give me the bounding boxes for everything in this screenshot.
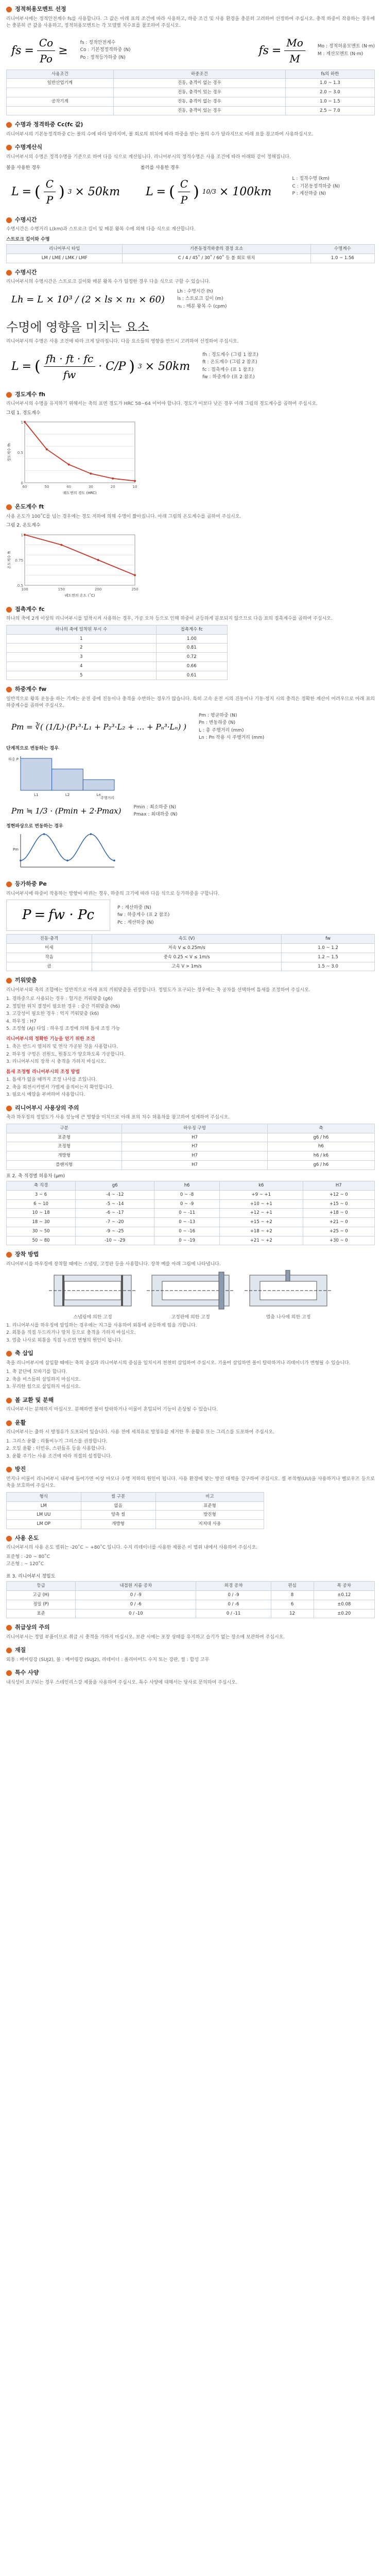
table-row: LM OP 개방형 지지대 사용	[7, 1520, 264, 1529]
hardness-chart	[6, 418, 140, 495]
temperature-chart	[6, 531, 140, 598]
data-point	[113, 860, 115, 862]
formula-mean-load: Pm = ∛( (1/L)·(P₁³·L₁ + P₂³·L₂ + … + Pₙ³·Lₙ) )	[11, 722, 186, 732]
section-temperature: 온도계수 ft 사용 온도가 100˚C를 넘는 경우에는 경도 저하에 의해 수명이 짧아집니다. 아래 그림의 온도계수를 곱하여 주십시오. 그림 2. 온도계수 100 150 200 250 0.5 0.75 1 궤도면의 온도 (˚C) 온도계수 ft	[6, 503, 241, 598]
bullet-icon	[6, 504, 12, 510]
plot-area	[25, 422, 135, 483]
x-tick-label: 50	[44, 485, 49, 489]
y-axis-label: 경도계수 fh	[7, 443, 11, 462]
bullet-icon	[6, 270, 12, 276]
x-axis-label: 궤도면의 경도 (HRC)	[63, 491, 97, 496]
table-row: 조정형 H7 h6	[7, 1142, 375, 1151]
table-row: LM 없음 표준형	[7, 1501, 264, 1511]
section-accuracy: 리니어부시 사용상의 주의 축과 하우징의 정밀도가 사용 성능에 큰 영향을 미치므로 아래 표의 치수 허용차를 참고하여 설계하여 주십시오. 구분 하우징 구멍 축 표준형 H7 g6 / h6 조정형 H7 h6 개방형 H7 h6 / k6 플랜지형 H7 g6 / h6 표 2. 축 직경별 허용차 (μm) 축 직경 g6 h6 k6 H7 3 ~ 6 -4 ~ -12 0 ~ -8 +9 ~ +1 +12 ~ 0 6 ~ 10 -5 ~ -14 0 ~ -9 +10 ~ +1 +15 ~ 0 10 ~ 18 -6 ~ -17 0 ~ -11 +12 ~ +1 +18 ~ 0 18 ~ 30 -7 ~ -20 0 ~ -13 +15 ~ +2 +21 ~ 0 30 ~ 50 -9 ~ -25 0 ~ -16 +18 ~ +2 +25 ~ 0 50 ~ 80 -10 ~ -29 0 ~ -19 +21 ~ +2 +30 ~ 0	[6, 1104, 375, 1246]
bullet-icon	[6, 607, 12, 613]
section-material: 재질 외통 : 베어링강 (SUJ2), 볼 : 베어링강 (SUJ2), 리테이너 : 폴리아미드 수지 또는 강판, 씰 : 합성 고무	[6, 1647, 210, 1663]
data-point	[112, 478, 114, 480]
page-title: 수명에 영향을 미치는 요소	[6, 320, 149, 335]
table-row: 30 ~ 50 -9 ~ -25 0 ~ -16 +18 ~ +2 +25 ~ 0	[7, 1227, 375, 1236]
bullet-icon	[6, 122, 12, 128]
section-mounting: 장착 방법 리니어부시를 하우징에 장착할 때에는 스냅링, 고정판 등을 사용합니다. 장착 예를 아래 그림에 나타냅니다. 스냅링에 의한 고정 고정판에 의한 고정 멈춤 나사에 의한 고정 1. 리니어부시를 하우징에 압입하는 경우에는 지그를 사용하여 외통에 균등하게 힘을 가합니다. 2. 외통을 직접 두드리거나 망치 등으로 충격을 가하지 마십시오. 3. 멈춤 나사로 외통을 직접 누르면 변형의 원인이 됩니다.	[6, 1250, 375, 1344]
x-tick-label: 10	[132, 485, 137, 489]
x-tick-label: L1	[34, 793, 39, 798]
formula-legend-2: Pmin : 최소하중 (N) Pmax : 최대하중 (N)	[133, 804, 178, 817]
bullet-icon	[6, 1106, 12, 1111]
data-point	[24, 534, 26, 536]
mount-figure-2: 고정판에 의한 고정	[147, 1270, 234, 1322]
table-row: 2 0.81	[7, 643, 228, 653]
table-row: 표준형 H7 g6 / h6	[7, 1133, 375, 1142]
safety-factor-table: 사용조건 하중조건 fs의 하한 일반산업기계 진동, 충격이 없는 경우 1.0 ~ 1.3 진동, 충격이 있는 경우 2.0 ~ 3.0 공작기계 진동, 충격이 없는 경우 1.0 ~ 1.5 진동, 충격이 있는 경우 2.5 ~ 7.0	[6, 70, 375, 116]
bushing-diagram-icon	[245, 1270, 332, 1311]
bullet-icon	[6, 1670, 12, 1676]
step-bar	[21, 758, 52, 790]
seal-table: 형식 씰 구분 비고 LM 없음 표준형 LM UU 양측 씰 방진형 LM OP 개방형 지지대 사용	[6, 1492, 264, 1529]
data-point	[134, 480, 136, 482]
bullet-icon	[6, 1625, 12, 1631]
table-row: 50 ~ 80 -10 ~ -29 0 ~ -19 +21 ~ +2 +30 ~ 0	[7, 1236, 375, 1245]
y-tick-label: 0.75	[15, 558, 23, 563]
table-row: 18 ~ 30 -7 ~ -20 0 ~ -13 +15 ~ +2 +21 ~ 0	[7, 1218, 375, 1227]
data-point	[66, 860, 68, 862]
table-row: LM UU 양측 씰 방진형	[7, 1511, 264, 1520]
bushing-diagram-icon	[147, 1270, 234, 1311]
bullet-icon	[6, 687, 12, 692]
formula-life-roller: L = ( $\frac{C}{P}$ ) 10/3 × 100km	[141, 173, 276, 211]
formula-legend: Pm : 평균하중 (N) Pn : 변동하중 (N) L : 총 주행거리 (mm) Ln : Pn 작용 시 주행거리 (mm)	[198, 713, 265, 741]
formula-life-ball: L = ( $\frac{C}{P}$ ) 3 × 50km	[6, 173, 125, 211]
tolerance-table: 축 직경 g6 h6 k6 H7 3 ~ 6 -4 ~ -12 0 ~ -8 +9 ~ +1 +12 ~ 0 6 ~ 10 -5 ~ -14 0 ~ -9 +10 ~ +1 +15 ~ 0 10 ~ 18 -6 ~ -17 0 ~ -11 +12 ~ +1 +18 ~ 0 18 ~ 30 -7 ~ -20 0 ~ -13 +15 ~ +2 +21 ~ 0 30 ~ 50 -9 ~ -25 0 ~ -16 +18 ~ +2 +25 ~ 0 50 ~ 80 -10 ~ -29 0 ~ -19 +21 ~ +2 +30 ~ 0	[6, 1181, 375, 1245]
sine-load-chart	[6, 831, 119, 872]
section-dust: 방진 먼지나 이물이 리니어부시 내부에 들어가면 이상 마모나 수명 저하의 원인이 됩니다. 사용 환경에 맞는 방진 대책을 강구하여 주십시오. 씰 부착형(UU)을 사용하거나 벨로우즈 등으로 축을 보호하여 주십시오. 형식 씰 구분 비고 LM 없음 표준형 LM UU 양측 씰 방진형 LM OP 개방형 지지대 사용	[6, 1465, 375, 1529]
section-life-factors: 수명에 영향을 미치는 요소 리니어부시의 수명은 사용 조건에 따라 크게 달라집니다. 다음 요소들의 영향을 반드시 고려하여 선정하여 주십시오. L = ( $\frac{fh \cdot ft \cdot fc}{fw}$ · C/P ) 3 × 50km fh : 경도계수 (그림 1 참조) ft : 온도계수 (그림 2 참조) fc : 접촉계수 (표 1 참조) fw : 하중계수 (표 2 참조)	[6, 318, 375, 385]
table-row: 4 0.66	[7, 662, 228, 671]
x-tick-label: L2	[65, 793, 70, 798]
table-row: 10 ~ 18 -6 ~ -17 0 ~ -11 +12 ~ +1 +18 ~ 0	[7, 1209, 375, 1218]
data-point	[46, 448, 48, 450]
section-disassembly: 볼 교환 및 분해 리니어부시는 분해하지 마십시오. 분해하면 볼이 탈락하거나 이물이 혼입되어 기능이 손상될 수 있습니다.	[6, 1396, 218, 1413]
step-bar	[52, 769, 83, 790]
y-tick-label: 0	[21, 481, 23, 486]
formula-legend: fh : 경도계수 (그림 1 참조) ft : 온도계수 (그림 2 참조) fc : 접촉계수 (표 1 참조) fw : 하중계수 (표 2 참조)	[202, 352, 258, 380]
section-lubrication: 윤활 리니어부시는 출하 시 방청유가 도포되어 있습니다. 사용 전에 세척유로 방청유를 제거한 후 윤활유 또는 그리스를 도포하여 주십시오. 1. 그리스 윤활 : 리튬비누기 그리스를 권장합니다. 2. 오일 윤활 : 터빈유, 스핀들유 등을 사용합니다. 3. 윤활 주기는 사용 조건에 따라 적절히 설정합니다.	[6, 1419, 274, 1459]
section-heading: 정적허용모멘트 선정	[6, 5, 375, 14]
section-precision: 표 3. 리니어부시 정밀도 등급 내접원 지름 공차 외경 공차 편심 폭 공차 고급 (H) 0 / -9 0 / -9 8 ±0.12 정밀 (P) 0 / -6 0 / -6 6 ±0.08 표준 0 / -10 0 / -11 12 ±0.20	[6, 1573, 375, 1619]
x-tick-label: Ln	[96, 793, 101, 798]
contact-factor-table: 하나의 축에 밀착된 부시 수 접촉계수 fc 1 1.00 2 0.81 3 0.72 4 0.66 5 0.61	[6, 625, 228, 681]
y-tick-label: 1	[21, 533, 23, 537]
y-tick-label: 1	[21, 420, 23, 425]
bullet-icon	[6, 1648, 12, 1653]
life-factor-table: 리니어부시 타입 기본동정격하중의 결정 요소 수명계수 LM / LME / LMK / LMF C / 4 / 45˚ / 30˚ / 60˚ 등 볼 회로 위치 1.0 ~ 1.56	[6, 244, 375, 263]
series-line	[21, 834, 114, 860]
table-row: 플랜지형 H7 g6 / h6	[7, 1160, 375, 1170]
section-hardness: 경도계수 fh 리니어부시의 수명을 유지하기 위해서는 축의 표면 경도가 HRC 58~64 이어야 합니다. 경도가 이보다 낮은 경우 아래 그림의 경도계수를 곱하여 주십시오. 그림 1. 경도계수 60 50 40 30 20 10 0 0.5 1 궤도면의 경도 (HRC) 경도계수 fh	[6, 391, 318, 496]
table-row: LM / LME / LMK / LMF C / 4 / 45˚ / 30˚ / 60˚ 등 볼 회로 위치 1.0 ~ 1.56	[7, 254, 375, 263]
table-row: 공작기계 진동, 충격이 없는 경우 1.0 ~ 1.5	[7, 97, 375, 106]
formula-static-moment: fs = $\frac{Mo}{M}$	[253, 32, 310, 70]
bullet-icon	[6, 145, 12, 150]
load-factor-table: 진동·충격 속도 (V) fw 미세 저속 V ≤ 0.25m/s 1.0 ~ 1.2 작음 중속 0.25 < V ≤ 1m/s 1.2 ~ 1.5 큼 고속 V > 1m/s 1.5 ~ 3.0	[6, 934, 375, 971]
data-point	[20, 860, 22, 862]
section-load-factor: 하중계수 fw 일반적으로 왕복 운동을 하는 기계는 운전 중에 진동이나 충격을 수반하는 경우가 많습니다. 특히 고속 운전 시의 진동이나 기동·정지 시의 충격은 정확한 계산이 어려우므로 아래 표의 하중계수를 곱하여 주십시오. Pm = ∛( (1/L)·(P₁³·L₁ + P₂³·L₂ + … + Pₙ³·Lₙ) ) Pm : 평균하중 (N) Pn : 변동하중 (N) L : 총 주행거리 (mm) Ln : Pn 작용 시 주행거리 (mm) 단계적으로 변동하는 경우 L1 L2 Ln 하중 P 주행거리 Pm ≒ 1/3 · (Pmin + 2·Pmax) Pmin : 최소하중 (N) Pmax : 최대하중 (N) 정현파상으로 변동하는 경우 Pm	[6, 685, 375, 875]
section-shaft: 축 삽입 축을 리니어부시에 삽입할 때에는 축의 중심과 리니어부시의 중심을 일치시켜 천천히 삽입하여 주십시오. 기울여 삽입하면 볼이 탈락하거나 리테이너가 변형될 수 있습니다. 1. 축 끝단에 모따기를 합니다. 2. 축을 비스듬히 삽입하지 마십시오. 3. 무리한 힘으로 삽입하지 마십시오.	[6, 1350, 351, 1390]
data-point	[90, 473, 92, 475]
bullet-icon	[6, 7, 12, 12]
formula-equivalent-load: P = fw · Pc	[6, 900, 110, 931]
x-tick-label: 40	[66, 485, 72, 489]
step-load-chart	[6, 753, 119, 800]
x-tick-label: 150	[58, 587, 65, 591]
bushing-diagram-icon	[49, 1270, 136, 1311]
data-point	[60, 544, 62, 546]
section-life-time: 수명시간 수명시간은 수명거리 L(km)과 스트로크 길이 및 매분 왕복 수에 의해 다음 식으로 계산합니다. 스트로크 길이와 수명 리니어부시 타입 기본동정격하중의 결정 요소 수명계수 LM / LME / LMK / LMF C / 4 / 45˚ / 30˚ / 60˚ 등 볼 회로 위치 1.0 ~ 1.56	[6, 216, 375, 263]
table-row: 정밀 (P) 0 / -6 0 / -6 6 ±0.08	[7, 1600, 375, 1609]
bullet-icon	[6, 1536, 12, 1541]
bullet-icon	[6, 882, 12, 887]
x-axis-label: 주행거리	[100, 796, 114, 800]
x-tick-label: 100	[21, 587, 28, 591]
y-axis-label: Pm	[12, 848, 19, 852]
table-row: 작음 중속 0.25 < V ≤ 1m/s 1.2 ~ 1.5	[7, 953, 375, 962]
bullet-icon	[6, 1420, 12, 1426]
x-tick-label: 30	[88, 485, 93, 489]
section-life-hours: 수명시간 리니어부시의 수명시간은 스트로크 길이와 매분 왕복 수가 일정한 경우 다음 식으로 구할 수 있습니다. Lh = L × 10³ / (2 × ls × n₁ × 60) Lh : 수명시간 (h) ls : 스트로크 길이 (m) n₁ : 매분 왕복 수 (cpm)	[6, 268, 375, 311]
table-row: 고급 (H) 0 / -9 0 / -9 8 ±0.12	[7, 1591, 375, 1600]
bullet-icon	[6, 1351, 12, 1357]
x-tick-label: 20	[110, 485, 115, 489]
mount-figure-3: 멈춤 나사에 의한 고정	[245, 1270, 332, 1322]
section-operating-temp: 사용 온도 리니어부시의 사용 온도 범위는 -20˚C ~ +80˚C 입니다. 수지 리테이너를 사용한 제품은 이 범위 내에서 사용하여 주십시오. 표준형 : -20 ~ 80˚C 고온형 : ~ 120˚C	[6, 1534, 258, 1567]
table-row: 3 0.72	[7, 653, 228, 662]
data-point	[24, 421, 26, 423]
fit-table: 구분 하우징 구멍 축 표준형 H7 g6 / h6 조정형 H7 h6 개방형 H7 h6 / k6 플랜지형 H7 g6 / h6	[6, 1124, 375, 1170]
table-row: 표준 0 / -10 0 / -11 12 ±0.20	[7, 1609, 375, 1618]
section-static-moment	[6, 5, 375, 115]
data-point	[97, 559, 99, 561]
x-tick-label: 60	[22, 485, 27, 489]
table-row: 개방형 H7 h6 / k6	[7, 1151, 375, 1161]
bullet-icon	[6, 1252, 12, 1258]
bullet-icon	[6, 392, 12, 398]
formula-legend: Lh : 수명시간 (h) ls : 스트로크 길이 (m) n₁ : 매분 왕복 수 (cpm)	[177, 289, 227, 309]
section-rated-load: 수명과 정격하중 Cc(fc 값) 리니어부시의 기본동정격하중 C는 볼의 수에 따라 달라지며, 볼 회로의 위치에 따라 하중을 받는 볼의 수가 달라지므로 아래 표를 참고하여 사용하십시오.	[6, 121, 314, 137]
table-row: 큼 고속 V > 1m/s 1.5 ~ 3.0	[7, 962, 375, 971]
table-row: 6 ~ 10 -5 ~ -14 0 ~ -9 +10 ~ +1 +15 ~ 0	[7, 1199, 375, 1209]
table-row: 1 1.00	[7, 634, 228, 643]
section-life-formula: 수명계산식 리니어부시의 수명은 정격수명을 기준으로 하여 다음 식으로 계산됩니다. 리니어부시의 정격수명은 사용 조건에 따라 아래와 같이 정해집니다. 볼을 사용한 경우 L = ( $\frac{C}{P}$ ) 3 × 50km 롤러를 사용한 경우 L = ( $\frac{C}{P}$ ) 10/3 × 100km L : 정격수명 (km) C : 기본동정격하중 (N) P : 계산하중 (N)	[6, 143, 375, 211]
y-tick-label: 0.5	[17, 583, 23, 588]
y-axis-label: 온도계수 ft	[7, 551, 11, 569]
precision-table: 등급 내접원 지름 공차 외경 공차 편심 폭 공차 고급 (H) 0 / -9 0 / -9 8 ±0.12 정밀 (P) 0 / -6 0 / -6 6 ±0.08 표준 0 / -10 0 / -11 12 ±0.20	[6, 1581, 375, 1618]
bullet-icon	[6, 1398, 12, 1403]
section-handling: 취급상의 주의 리니어부시는 정밀 부품이므로 취급 시 충격을 가하지 마십시오. 보관 시에는 포장 상태를 유지하고 습기가 없는 장소에 보관하여 주십시오.	[6, 1624, 285, 1640]
formula-legend-2: Mo : 정적허용모멘트 (N·m) M : 계산모멘트 (N·m)	[317, 44, 375, 57]
x-tick-label: 200	[94, 587, 102, 591]
plot-area	[25, 535, 135, 585]
bullet-icon	[6, 978, 12, 984]
formula-life-factors: L = ( $\frac{fh \cdot ft \cdot fc}{fw}$ · C/P ) 3 × 50km	[6, 348, 195, 385]
table-row: 진동, 충격이 있는 경우 2.0 ~ 3.0	[7, 88, 375, 97]
formula-static-safety: fs = $\frac{Co}{Po}$ ≥	[6, 32, 73, 70]
x-tick-label: 250	[131, 587, 138, 591]
table-row: 미세 저속 V ≤ 0.25m/s 1.0 ~ 1.2	[7, 944, 375, 953]
table-row: 5 0.61	[7, 671, 228, 680]
table-row: 3 ~ 6 -4 ~ -12 0 ~ -8 +9 ~ +1 +12 ~ 0	[7, 1190, 375, 1199]
formula-legend: fs : 정적안전계수 Co : 기본정정격하중 (N) Po : 정적등가하중 (N)	[80, 40, 131, 60]
data-point	[43, 833, 45, 835]
section-equivalent-load: 등가하중 Pe 리니어부시에 하중이 작용하는 방향이 바뀌는 경우, 하중의 크기에 따라 다음 식으로 등가하중을 구합니다. P = fw · Pc P : 계산하중 (N) fw : 하중계수 (표 2 참조) Pc : 계산하중 (N) 진동·충격 속도 (V) fw 미세 저속 V ≤ 0.25m/s 1.0 ~ 1.2 작음 중속 0.25 < V ≤ 1m/s 1.2 ~ 1.5 큼 고속 V > 1m/s 1.5 ~ 3.0	[6, 880, 375, 971]
table-row: 일반산업기계 진동, 충격이 없는 경우 1.0 ~ 1.3	[7, 79, 375, 88]
mount-figure-1: 스냅링에 의한 고정	[49, 1270, 136, 1322]
formula-life-hours: Lh = L × 10³ / (2 × ls × n₁ × 60)	[11, 294, 165, 305]
data-point	[134, 574, 136, 576]
table-row: 진동, 충격이 있는 경우 2.5 ~ 7.0	[7, 106, 375, 115]
section-contact: 접촉계수 fc 하나의 축에 2개 이상의 리니어부시를 밀착시켜 사용하는 경우, 가공 오차 등으로 인해 하중이 균등하게 분포되지 않으므로 다음 표의 접촉계수를 곱하여 주십시오. 하나의 축에 밀착된 부시 수 접촉계수 fc 1 1.00 2 0.81 3 0.72 4 0.66 5 0.61	[6, 605, 375, 681]
y-axis-label: 하중 P	[8, 757, 19, 762]
formula-legend: P : 계산하중 (N) fw : 하중계수 (표 2 참조) Pc : 계산하중 (N)	[117, 905, 170, 925]
formula-legend: L : 정격수명 (km) C : 기본동정격하중 (N) P : 계산하중 (N)	[292, 176, 340, 197]
section-special: 특수 사양 내식성이 요구되는 경우 스테인리스강 제품을 사용하여 주십시오. 특수 사양에 대해서는 당사로 문의하여 주십시오.	[6, 1669, 237, 1685]
bullet-icon	[6, 1467, 12, 1472]
section-text: 리니어부시에는 정적안전계수 fs를 사용합니다. 그 값은 아래 표의 조건에 따라 사용하고, 하중 조건 및 사용 환경을 충분히 고려하여 선정하여 주십시오. 충격 하중이 작용하는 경우에는 충분히 큰 값을 사용하고, 정적허용모멘트는 각 모델별 치수표를 참조하여 주십시오.	[6, 16, 375, 28]
step-bar	[83, 780, 114, 791]
formula-mean-load-approx: Pm ≒ 1/3 · (Pmin + 2·Pmax)	[11, 806, 122, 816]
x-axis-label: 궤도면의 온도 (˚C)	[64, 593, 95, 598]
bullet-icon	[6, 217, 12, 223]
data-point	[90, 833, 92, 835]
section-fit: 끼워맞춤 리니어부시와 축의 조합에는 일반적으로 아래 표의 끼워맞춤을 권장합니다. 정밀도가 요구되는 경우에는 축 공차를 선택하여 틈새를 조정하여 주십시오. 1. 경하중으로 사용되는 경우 : 헐거운 끼워맞춤 (g6) 2. 정밀한 위치 결정이 필요한 경우 : 중간 끼워맞춤 (h6) 3. 고강성이 필요한 경우 : 억지 끼워맞춤 (k6) 4. 하우징 : H7 5. 조정형 (AJ) 타입 : 하우징 조정에 의해 틈새 조정 가능 리니어부시의 정확한 기능을 얻기 위한 조건 1. 축은 반드시 열처리 및 연삭 가공된 것을 사용합니다. 2. 하우징 구멍은 진원도, 원통도가 양호하도록 가공합니다. 3. 리니어부시의 장착 시 충격을 가하지 마십시오. 틈새 조정형 리니어부시의 조정 방법 1. 틈새가 없을 때까지 조정 나사를 조입니다. 2. 축을 회전시키면서 가볍게 움직이는지 확인합니다. 3. 필요시 예압을 부여하여 사용합니다.	[6, 977, 310, 1098]
y-tick-label: 0.5	[17, 451, 23, 455]
data-point	[68, 464, 70, 466]
